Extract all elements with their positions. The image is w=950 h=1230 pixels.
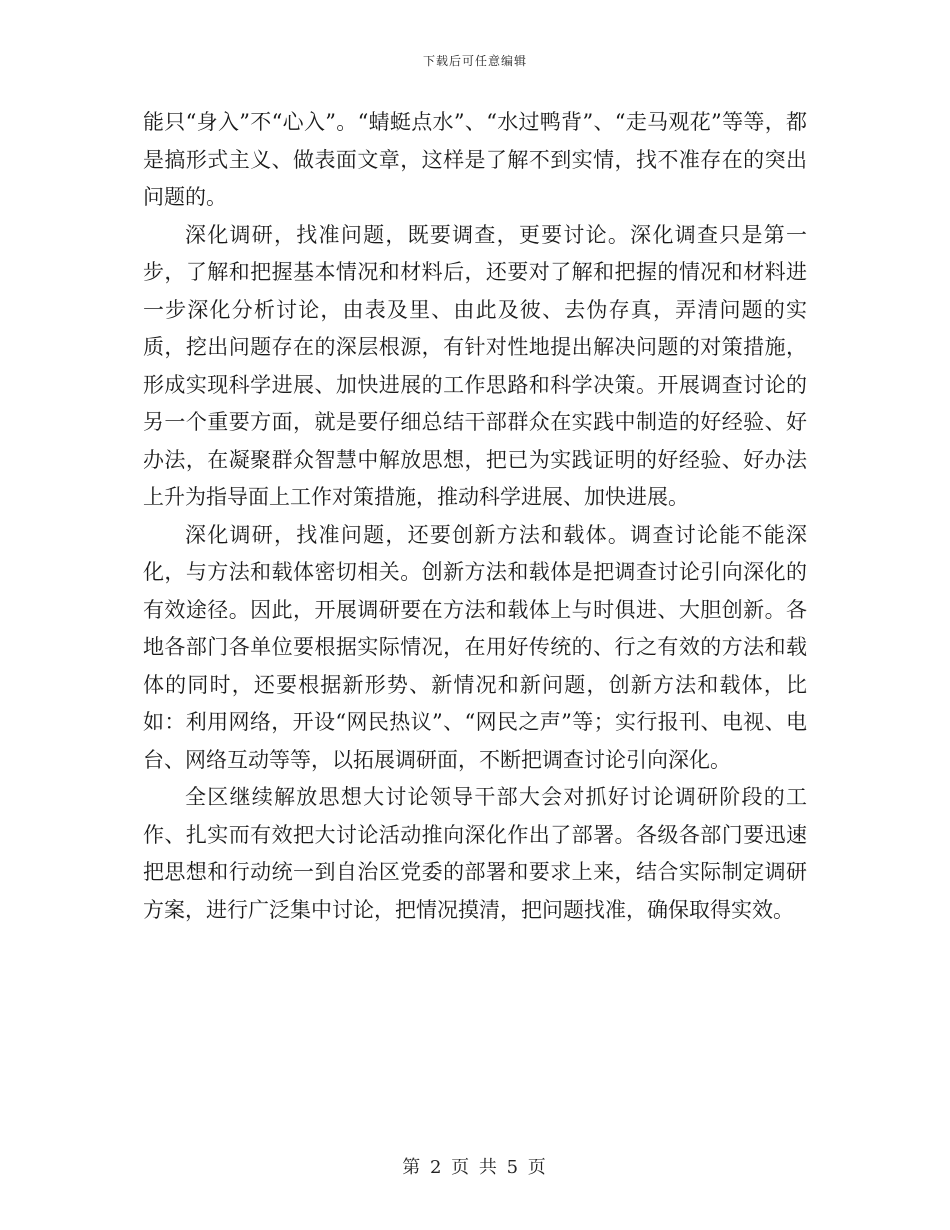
paragraph-4: 全区继续解放思想大讨论领导干部大会对抓好讨论调研阶段的工作、扎实而有效把大讨论活动推向深化作出了部署。各级各部门要迅速把思想和行动统一到自治区党委的部署和要求上来，结合实际制定调研方案，进行广泛集中讨论，把情况摸清，把问题找准，确保取得实效。	[143, 785, 807, 922]
page-number: 第 2 页 共 5 页	[402, 1157, 548, 1178]
paragraph-3: 深化调研，找准问题，还要创新方法和载体。调查讨论能不能深化，与方法和载体密切相关。创新方法和载体是把调查讨论引向深化的有效途径。因此，开展调研要在方法和载体上与时俱进、大胆创新。各地各部门各单位要根据实际情况，在用好传统的、行之有效的方法和载体的同时，还要根据新形势、新情况和新问题，创新方法和载体，比如：利用网络，开设“网民热议”、“网民之声”等；实行报刊、电视、电台、网络互动等等，以拓展调研面，不断把调查讨论引向深化。	[143, 522, 807, 772]
paragraph-2: 深化调研，找准问题，既要调查，更要讨论。深化调查只是第一步，了解和把握基本情况和材料后，还要对了解和把握的情况和材料进一步深化分析讨论，由表及里、由此及彼、去伪存真，弄清问题的实质，挖出问题存在的深层根源，有针对性地提出解决问题的对策措施，形成实现科学进展、加快进展的工作思路和科学决策。开展调查讨论的另一个重要方面，就是要仔细总结干部群众在实践中制造的好经验、好办法，在凝聚群众智慧中解放思想，把已为实践证明的好经验、好办法上升为指导面上工作对策措施，推动科学进展、加快进展。	[143, 222, 807, 509]
paragraph-1: 能只“身入”不“心入”。“蜻蜓点水”、“水过鸭背”、“走马观花”等等，都是搞形式主义、做表面文章，这样是了解不到实情，找不准存在的突出问题的。	[143, 110, 807, 209]
document-body	[143, 104, 807, 929]
page-header-note: 下载后可任意编辑	[422, 54, 527, 68]
